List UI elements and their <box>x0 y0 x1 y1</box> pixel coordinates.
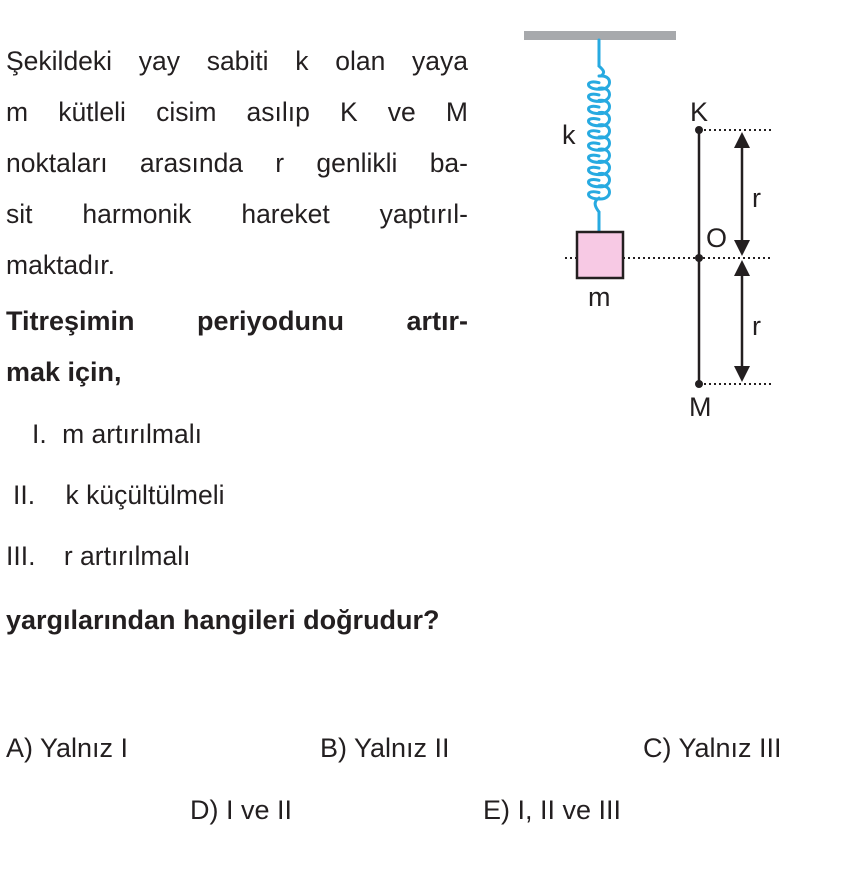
option-letter: E) <box>483 795 510 825</box>
point-o-label: O <box>706 223 728 253</box>
arrowhead-up-icon <box>734 260 750 276</box>
statement-text: r artırılmalı <box>63 541 191 571</box>
option-letter: B) <box>320 733 347 763</box>
prompt-line: Titreşimin periyodunu artır- <box>6 306 468 336</box>
statement-number: III. <box>6 541 36 571</box>
amplitude-upper-label: r <box>752 183 761 213</box>
stem-line: maktadır. <box>6 250 115 280</box>
arrowhead-down-icon <box>734 366 750 382</box>
spring <box>589 40 610 232</box>
mass-block <box>577 232 623 278</box>
point-m-label: M <box>689 392 712 422</box>
mass-label: m <box>588 282 611 312</box>
statement-number: II. <box>13 480 36 510</box>
arrowhead-down-icon <box>734 240 750 256</box>
statement-text: k küçültülmeli <box>65 480 225 510</box>
question-final: yargılarından hangileri doğrudur? <box>6 605 440 635</box>
stem-line: m kütleli cisim asılıp K ve M <box>6 97 468 127</box>
option-letter: C) <box>643 733 672 763</box>
point-k-dot <box>695 126 703 134</box>
point-o-dot <box>695 254 703 262</box>
ceiling-bar <box>524 31 676 40</box>
amplitude-lower-label: r <box>752 311 761 341</box>
statement-number: I. <box>32 419 47 449</box>
stem-line: noktaları arasında r genlikli ba- <box>6 148 468 178</box>
spring-label: k <box>562 120 576 150</box>
option-letter: D) <box>190 795 219 825</box>
stem-line: sit harmonik hareket yaptırıl- <box>6 199 468 229</box>
option-text: Yalnız I <box>40 733 129 763</box>
prompt-line: mak için, <box>6 357 122 387</box>
option-text: Yalnız II <box>354 733 450 763</box>
arrowhead-up-icon <box>734 132 750 148</box>
option-text: Yalnız III <box>678 733 782 763</box>
option-letter: A) <box>6 733 33 763</box>
point-m-dot <box>695 380 703 388</box>
option-text: I, II ve III <box>517 795 622 825</box>
stem-line: Şekildeki yay sabiti k olan yaya <box>6 46 468 76</box>
statement-text: m artırılmalı <box>62 419 202 449</box>
point-k-label: K <box>690 97 709 127</box>
option-text: I ve II <box>226 795 293 825</box>
